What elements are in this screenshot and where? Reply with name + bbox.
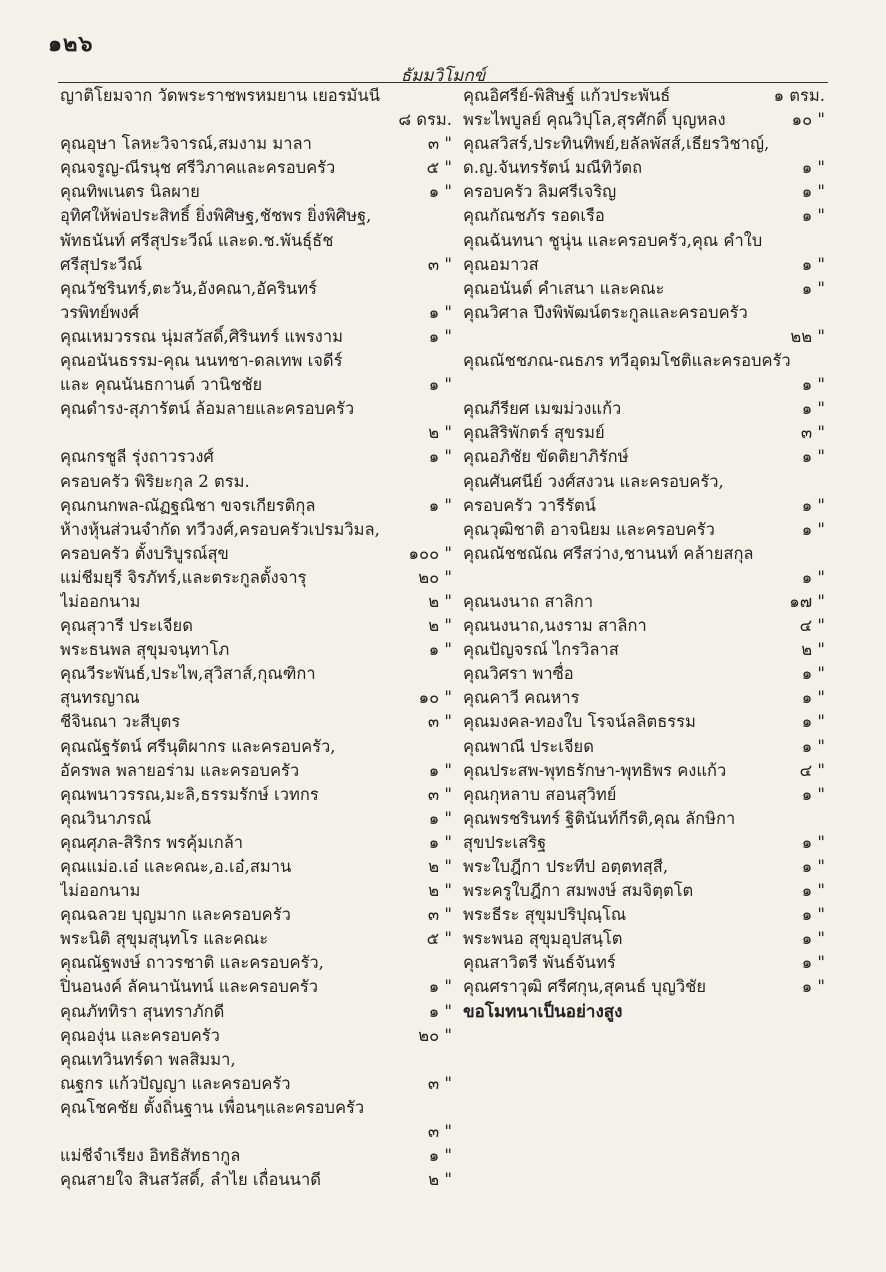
- donor-name: [60, 1120, 424, 1144]
- donation-amount: [821, 229, 825, 253]
- donor-name: คุณณัชชภณ-ณธภร ทวีอุดมโชติและครอบครัว: [463, 351, 791, 371]
- donor-name: คุณสิริพักตร์ สุขรมย์: [463, 423, 605, 443]
- donor-line: [60, 301, 452, 325]
- donor-name: คุณเหมวรรณ นุ่มสวัสดิ์,ศิรินทร์ แพรงาม: [60, 326, 343, 346]
- donation-amount: ๑๐ ": [791, 110, 825, 130]
- donor-name: ญาติโยมจาก วัดพระราชพรหมยาน เยอรมันนี: [60, 86, 380, 105]
- donor-name: คุณฉลวย บุญมาก และครอบครัว: [60, 905, 291, 925]
- donor-name: และ คุณนันธกานต์ วานิชชัย: [60, 375, 263, 395]
- donation-amount: [448, 662, 452, 686]
- donor-line: [463, 325, 825, 349]
- donor-line: [463, 421, 825, 445]
- donor-name: คุณศันศนีย์ วงศ์สงวน และครอบครัว,: [463, 471, 724, 491]
- donation-amount: ๑ ": [801, 206, 825, 226]
- donor-line: [60, 373, 452, 397]
- donation-amount: ๑ ": [801, 664, 825, 684]
- donor-name: คุณสุวารี ประเจียด: [60, 616, 193, 636]
- donation-amount: ๑ ": [428, 1146, 452, 1166]
- donor-line: [60, 951, 452, 975]
- donor-name: คุณศราวุฒิ ศรีศกุน,สุคนธ์ บุญวิชัย: [463, 977, 707, 997]
- donor-line: [463, 132, 825, 156]
- header-rule: [58, 82, 828, 83]
- donor-line: [463, 807, 825, 831]
- donor-name: คุณพาณี ประเจียด: [463, 736, 594, 756]
- donor-name: คุณปัญจรณ์ ไกรวิลาส: [463, 640, 619, 660]
- donor-line: [463, 590, 825, 614]
- donor-line: [463, 735, 825, 759]
- donor-line: [60, 180, 452, 204]
- donation-amount: ๑ ": [801, 929, 825, 949]
- donor-name: [60, 421, 424, 445]
- donation-amount: [821, 807, 825, 831]
- donation-amount: ๓ ": [800, 423, 825, 443]
- donation-amount: ๓ ": [427, 1122, 452, 1142]
- donor-name: คุณกุหลาบ สอนสุวิทย์: [463, 784, 617, 804]
- donor-name: คุณแม่อ.เอ๋ และคณะ,อ.เอ๋,สมาน: [60, 857, 292, 876]
- donor-line: [463, 84, 825, 108]
- donor-name: [60, 108, 394, 132]
- donor-line: [463, 783, 825, 807]
- donation-amount: ๑ ": [428, 447, 452, 467]
- donation-amount: ๘ ดรม.: [398, 110, 452, 130]
- donor-name: คุณอนันต์ คำเสนา และคณะ: [463, 278, 665, 298]
- donor-name: ศรีสุประวีณ์: [60, 254, 143, 274]
- donor-line: [463, 253, 825, 277]
- donation-amount: [448, 470, 452, 494]
- donor-line: [60, 470, 452, 494]
- donor-name: พระนิติ สุขุมสุนฺทโร และคณะ: [60, 929, 269, 949]
- donor-name: คุณพรชรินทร์ ฐิตินันท์กีรติ,คุณ ลักษิกา: [463, 808, 736, 828]
- donor-line: [463, 903, 825, 927]
- donation-amount: ๒๒ ": [790, 326, 825, 346]
- donation-amount: ๑ ": [801, 375, 825, 395]
- donor-name: พระธีระ สุขุมปริปุณฺโณ: [463, 905, 627, 925]
- donor-line: [60, 783, 452, 807]
- donor-line: [60, 1000, 452, 1024]
- donor-name: ไม่ออกนาม: [60, 881, 141, 901]
- donation-amount: ๑ ": [428, 832, 452, 852]
- donor-line: [463, 470, 825, 494]
- donor-name: อัครพล พลายอร่าม และครอบครัว: [60, 760, 300, 780]
- donor-line: [60, 710, 452, 734]
- donation-amount: ๑ ": [801, 905, 825, 925]
- donation-amount: [448, 397, 452, 421]
- donation-amount: ๑ ": [801, 158, 825, 178]
- running-header: ธัมมวิโมกข์: [400, 66, 486, 86]
- donor-name: คุณอนันธรรม-คุณ นนทชา-ดลเทพ เจดีร์: [60, 351, 343, 371]
- donation-amount: [448, 1096, 452, 1120]
- donation-amount: [448, 349, 452, 373]
- donation-amount: [448, 277, 452, 301]
- donor-name: คุณภัททิรา สุนทราภักดี: [60, 1001, 225, 1021]
- donor-name: ชีจินณา วะสีบุตร: [60, 712, 181, 732]
- donor-line: [463, 494, 825, 518]
- donor-line: [463, 204, 825, 228]
- donor-name: คุณวิศาล ปึงพิพัฒน์ตระกูลและครอบครัว: [463, 302, 748, 322]
- donor-line: [60, 1120, 452, 1144]
- donor-line: [463, 445, 825, 469]
- donor-line: [60, 855, 452, 879]
- donation-amount: ๑ ": [428, 182, 452, 202]
- donor-line: [60, 108, 452, 132]
- donor-line: [463, 662, 825, 686]
- donation-amount: [821, 301, 825, 325]
- donor-line: [60, 325, 452, 349]
- donor-name: คุณอภิชัย ขัดติยาภิรักษ์: [463, 447, 629, 467]
- donor-name: พระพนอ สุขุมอุปสนฺโต: [463, 929, 623, 949]
- donor-line: [463, 927, 825, 951]
- donation-amount: ๓ ": [427, 712, 452, 732]
- donation-amount: ๓ ": [427, 784, 452, 804]
- donor-line: [463, 349, 825, 373]
- donation-amount: ๑ ": [801, 953, 825, 973]
- donor-name: พระไพบูลย์ คุณวิปุโล,สุรศักดิ์ บุญหลง: [463, 110, 726, 130]
- donor-line: [463, 180, 825, 204]
- donor-name: วรพิทย์พงศ์: [60, 302, 139, 322]
- donor-line: [463, 373, 825, 397]
- donor-line: [60, 84, 452, 108]
- donation-amount: ๑ ": [801, 881, 825, 901]
- donor-name: สุขประเสริฐ: [463, 832, 547, 852]
- donation-amount: ๑๗ ": [789, 591, 825, 611]
- donation-amount: ๒ ": [428, 857, 452, 876]
- donor-name: คุณนงนาถ,นงราม สาลิกา: [463, 616, 647, 636]
- donation-amount: ๑ ": [801, 977, 825, 997]
- donation-amount: ๒ ": [428, 1170, 452, 1190]
- donor-line: [463, 638, 825, 662]
- donor-line: [60, 277, 452, 301]
- donor-name: คุณวุฒิชาติ อาจนิยม และครอบครัว: [463, 519, 715, 539]
- donor-name: คุณวินาภรณ์: [60, 808, 152, 828]
- donor-line: [60, 759, 452, 783]
- donor-name: ครอบครัว ตั้งบริบูรณ์สุข: [60, 543, 229, 563]
- donor-line: [60, 132, 452, 156]
- donation-amount: ๓ ": [427, 254, 452, 274]
- donor-name: คุณณัฐรัตน์ ศรีนุติผากร และครอบครัว,: [60, 736, 336, 756]
- donation-amount: ๑ ": [801, 182, 825, 202]
- donor-line: [60, 229, 452, 253]
- donor-line: [60, 927, 452, 951]
- donor-line: [463, 855, 825, 879]
- donor-line: [60, 975, 452, 999]
- donation-amount: ๕ ": [426, 158, 452, 178]
- donor-name: คุณวิศรา พาซื่อ: [463, 664, 574, 684]
- donation-amount: ๑ ตรม.: [773, 86, 825, 105]
- donor-name: คุณอุษา โลหะวิจารณ์,สมงาม มาลา: [60, 134, 312, 154]
- donor-name: พัทธนันท์ ศรีสุประวีณ์ และด.ช.พันธุ์ธัช: [60, 230, 334, 250]
- donor-name: คุณภีรียศ เมฆม่วงแก้ว: [463, 399, 622, 419]
- donor-line: [463, 759, 825, 783]
- donation-amount: [448, 1048, 452, 1072]
- donation-amount: ๑ ": [801, 784, 825, 804]
- donor-line: [60, 1168, 452, 1192]
- donor-line: [463, 518, 825, 542]
- donor-line: [60, 1144, 452, 1168]
- donation-amount: ๑ ": [801, 567, 825, 587]
- donor-name: [463, 325, 786, 349]
- donation-amount: [821, 542, 825, 566]
- donor-line: [60, 445, 452, 469]
- donation-amount: ๑ ": [428, 326, 452, 346]
- donor-name: คุณสายใจ สินสวัสดิ์, ลำไย เถื่อนนาดี: [60, 1170, 321, 1190]
- donation-amount: ๒ ": [428, 423, 452, 443]
- donor-name: ครอบครัว วารีรัตน์: [463, 495, 596, 515]
- donor-name: คุณโชคชัย ตั้งถิ่นฐาน เพื่อนๆและครอบครัว: [60, 1097, 365, 1117]
- page-number: ๑๒๖: [48, 31, 94, 57]
- donation-amount: [448, 84, 452, 108]
- donor-line: [60, 1024, 452, 1048]
- donation-amount: ๑ ": [801, 519, 825, 539]
- donor-line: [463, 542, 825, 566]
- donor-line: [60, 831, 452, 855]
- donor-name: คุณสาวิตรี พันธ์จันทร์: [463, 953, 616, 973]
- donor-line: [463, 108, 825, 132]
- donation-amount: [821, 132, 825, 156]
- donor-name: ไม่ออกนาม: [60, 591, 141, 611]
- donor-name: คุณวัชรินทร์,ตะวัน,อังคณา,อัครินทร์: [60, 278, 317, 298]
- donor-line: [463, 710, 825, 734]
- donor-line: [60, 397, 452, 421]
- donation-amount: ๑ ": [801, 399, 825, 419]
- donation-amount: ๓ ": [427, 905, 452, 925]
- donor-line: [463, 229, 825, 253]
- donation-amount: ๑ ": [428, 495, 452, 515]
- donor-line: [463, 566, 825, 590]
- donor-line: [60, 590, 452, 614]
- donor-line: [463, 975, 825, 999]
- donor-name: คุณดำรง-สุภารัตน์ ล้อมลายและครอบครัว: [60, 399, 355, 419]
- donation-amount: ๔ ": [799, 616, 825, 636]
- donation-amount: ๑ ": [801, 254, 825, 274]
- donation-amount: [448, 951, 452, 975]
- donor-name: คุณณัฐพงษ์ ถาวรชาติ และครอบครัว,: [60, 953, 324, 973]
- donor-line: [60, 349, 452, 373]
- donor-name: คุณคาวี คณหาร: [463, 688, 580, 708]
- donation-amount: ๑ ": [801, 688, 825, 708]
- donation-amount: ๑ ": [428, 1001, 452, 1021]
- donor-line: [60, 662, 452, 686]
- donation-amount: ๓ ": [427, 1073, 452, 1093]
- donor-line: [60, 494, 452, 518]
- donor-line: [60, 614, 452, 638]
- donor-name: คุณกรชูลี รุ่งถาวรวงศ์: [60, 447, 214, 467]
- donation-amount: ๑ ": [428, 808, 452, 828]
- donor-line: [60, 879, 452, 903]
- donor-name: [463, 373, 798, 397]
- donor-name: คุณจรูญ-ณีรนุช ศรีวิภาคและครอบครัว: [60, 158, 336, 178]
- donor-line: [60, 518, 452, 542]
- donor-line: [60, 204, 452, 228]
- donor-name: คุณฉันทนา ชูนุ่น และครอบครัว,คุณ คำใบ: [463, 230, 763, 250]
- donation-amount: ๔ ": [799, 760, 825, 780]
- donor-name: ปิ่นอนงค์ ลัคนานันทน์ และครอบครัว: [60, 977, 318, 997]
- donation-amount: ๑๐๐ ": [408, 543, 452, 563]
- donor-line: [463, 156, 825, 180]
- donor-line: [60, 566, 452, 590]
- donor-name: พระใบฎีกา ประทีป อตฺตทสฺสี,: [463, 857, 669, 876]
- donation-amount: ๑ ": [428, 375, 452, 395]
- donor-line: [60, 807, 452, 831]
- donor-line: [463, 831, 825, 855]
- donation-amount: ๑ ": [801, 712, 825, 732]
- donor-line: [60, 253, 452, 277]
- donation-amount: [448, 229, 452, 253]
- donor-name: แม่ชีจำเรียง อิทธิสัทธากูล: [60, 1146, 241, 1166]
- donor-name: คุณอิศรีย์-พิสิษฐ์ แก้วประพันธ์: [463, 86, 671, 105]
- donation-amount: ๕ ": [426, 929, 452, 949]
- donor-line: [463, 301, 825, 325]
- donor-line: [60, 735, 452, 759]
- donor-name: สุนทรญาณ: [60, 688, 140, 708]
- donor-name: คุณนงนาถ สาลิกา: [463, 591, 594, 611]
- donor-line: [60, 638, 452, 662]
- donor-name: อุทิศให้พ่อประสิทธิ์ ยิ่งพิศิษฐ,ชัชพร ยิ่งพิศิษฐ,: [60, 206, 372, 226]
- donor-name: คุณมงคล-ทองใบ โรจน์ลลิตธรรม: [463, 712, 696, 732]
- donation-amount: ๒ ": [428, 616, 452, 636]
- donation-amount: ๑ ": [428, 977, 452, 997]
- donor-line: [60, 542, 452, 566]
- donor-name: คุณทิพเนตร นิลผาย: [60, 182, 200, 202]
- donation-amount: [448, 204, 452, 228]
- donation-amount: ๒๐ ": [418, 567, 452, 587]
- donor-name: พระครูใบฎีกา สมพงษ์ สมจิตฺตโต: [463, 881, 694, 901]
- donation-amount: ๒ ": [801, 640, 825, 660]
- donor-line: [60, 421, 452, 445]
- donor-line: [463, 277, 825, 301]
- donor-line: [60, 1096, 452, 1120]
- donor-name: แม่ชีมยุรี จิรภัทร์,และตระกูลตั้งจารุ: [60, 567, 307, 587]
- donor-name: คุณองุ่น และครอบครัว: [60, 1025, 220, 1045]
- donor-line: [60, 156, 452, 180]
- donation-amount: ๒ ": [428, 591, 452, 611]
- donor-name: ครอบครัว ลิมศรีเจริญ: [463, 182, 617, 202]
- donor-line: [463, 951, 825, 975]
- donor-line: [60, 686, 452, 710]
- donor-name: คุณสวิสร์,ประทินทิพย์,ยลัลพัสส์,เธียรวิชาญ์,: [463, 134, 770, 154]
- donor-line: [60, 903, 452, 927]
- donor-name: คุณศุภล-สิริกร พรคุ้มเกล้า: [60, 832, 244, 852]
- donation-amount: ๑๐ ": [418, 688, 452, 708]
- donation-amount: [821, 470, 825, 494]
- donation-amount: ๒ ": [428, 881, 452, 901]
- donation-amount: ๑ ": [801, 857, 825, 876]
- donor-name: คุณประสพ-พุทธรักษา-พุทธิพร คงแก้ว: [463, 760, 727, 780]
- donation-amount: ๓ ": [427, 134, 452, 154]
- donor-name: ด.ญ.จันทรรัตน์ มณีทิวัตถ: [463, 158, 643, 178]
- donation-amount: [821, 349, 825, 373]
- donor-name: คุณเทวินทร์ดา พลสิมมา,: [60, 1049, 236, 1069]
- donor-name: คุณวีระพันธ์,ประไพ,สุวิสาส์,กุณฑิกา: [60, 664, 316, 684]
- donation-amount: ๑ ": [801, 832, 825, 852]
- donation-amount: ๑ ": [428, 760, 452, 780]
- donor-line: [463, 397, 825, 421]
- donation-amount: ๑ ": [428, 640, 452, 660]
- right-column: [463, 84, 825, 1024]
- donor-name: พระธนพล สุขุมจนฺทาโภ: [60, 640, 230, 660]
- donation-amount: ๒๐ ": [418, 1025, 452, 1045]
- donor-line: [60, 1072, 452, 1096]
- donor-line: [463, 686, 825, 710]
- donation-amount: ๑ ": [801, 736, 825, 756]
- donation-amount: ๑ ": [801, 495, 825, 515]
- donor-name: ห้างหุ้นส่วนจำกัด ทวีวงศ์,ครอบครัวเปรมวิมล,: [60, 519, 380, 539]
- donor-name: คุณพนาวรรณ,มะลิ,ธรรมรักษ์ เวทกร: [60, 784, 319, 804]
- donation-amount: [448, 518, 452, 542]
- left-column: [60, 84, 452, 1192]
- donor-line: [463, 879, 825, 903]
- donation-amount: ๑ ": [428, 302, 452, 322]
- donor-line: [463, 614, 825, 638]
- donation-amount: ๑ ": [801, 447, 825, 467]
- donation-amount: [448, 735, 452, 759]
- donor-name: [463, 566, 798, 590]
- closing-text: ขอโมทนาเป็นอย่างสูง: [463, 1001, 623, 1022]
- donor-name: คุณณัชชณัณ ศรีสว่าง,ชานนท์ คล้ายสกุล: [463, 543, 754, 563]
- donor-line: [60, 1048, 452, 1072]
- donor-name: ณฐกร แก้วปัญญา และครอบครัว: [60, 1073, 291, 1093]
- donor-name: คุณกัณชภัร รอดเรือ: [463, 206, 605, 226]
- donor-name: คุณกนกพล-ณัฏฐณิชา ขจรเกียรติกุล: [60, 495, 316, 515]
- donor-name: ครอบครัว พิริยะกุล 2 ตรม.: [60, 471, 250, 491]
- donation-amount: ๑ ": [801, 278, 825, 298]
- donor-name: คุณอมาวส: [463, 254, 539, 274]
